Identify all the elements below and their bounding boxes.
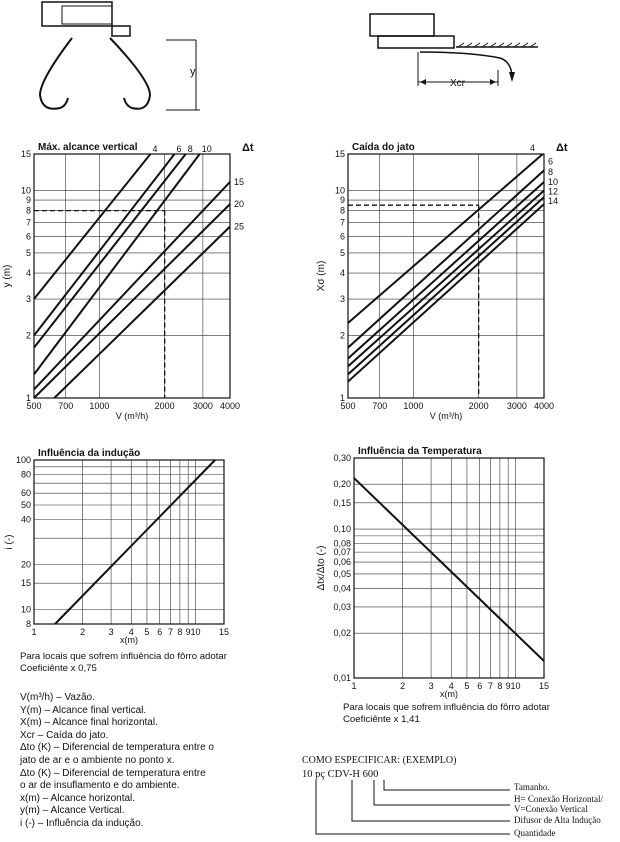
series-label: 6 (176, 144, 182, 154)
y-tick-label: 7 (339, 217, 345, 228)
top-diagrams (0, 0, 620, 130)
x-tick-label: 7 (168, 627, 174, 637)
y-tick-label: 60 (20, 488, 31, 499)
x-tick-label: 500 (340, 401, 356, 411)
legend-item: x(m) ‒ Alcance horizontal. (20, 792, 136, 804)
y-tick-label: 8 (339, 205, 345, 216)
y-tick-label: 3 (339, 294, 345, 305)
y-axis-label: i (-) (4, 534, 15, 550)
legend-item: Y(m) ‒ Alcance final vertical. (20, 704, 147, 716)
temperature-note (343, 702, 550, 726)
y-tick-label: 40 (20, 514, 31, 525)
x-tick-label: 6 (157, 627, 163, 637)
y-tick-label: 8 (25, 619, 31, 629)
y-tick-label: 5 (339, 247, 345, 258)
series-label: 12 (548, 186, 559, 197)
series-label: 14 (548, 196, 559, 207)
curve-line (34, 154, 186, 348)
legend-item: i (-) ‒ Influência da indução. (20, 817, 144, 829)
x-axis-label: V (m³/h) (115, 411, 149, 421)
y-tick-label: 15 (20, 149, 31, 159)
curve-line (55, 460, 215, 624)
legend-item: X(m) ‒ Alcance final horizontal. (20, 717, 158, 729)
chart-title: Máx. alcance vertical (38, 142, 138, 153)
y-tick-label: 80 (20, 469, 31, 480)
chart-title: Influência da Temperatura (358, 446, 482, 457)
x-tick-label: 1 (351, 681, 357, 691)
y-tick-label: 0,04 (333, 583, 351, 594)
series-label: 6 (548, 156, 554, 167)
induction-note (20, 651, 227, 675)
x-tick-label: 3 (428, 681, 434, 691)
x-tick-label: 700 (372, 401, 388, 411)
x-tick-label: 3 (108, 627, 114, 637)
y-dimension-label: y (190, 66, 196, 78)
y-tick-label: 0,06 (333, 557, 351, 568)
curve-line (348, 154, 543, 323)
legend-item: Δto (K) ‒ Diferencial de temperatura entre o (20, 742, 214, 754)
x-tick-label: 700 (58, 401, 74, 411)
y-axis-label: Δtx/Δto (-) (316, 545, 327, 591)
y-axis-label: y (m) (2, 264, 13, 288)
y-tick-label: 0,07 (333, 547, 351, 558)
series-label: 8 (187, 144, 193, 154)
chart-induction-influence (0, 438, 310, 648)
x-tick-label: 5 (464, 681, 470, 691)
legend-item: V(m³/h) ‒ Vazão. (20, 692, 95, 703)
x-tick-label: 2000 (468, 401, 489, 411)
y-tick-label: 20 (20, 559, 31, 570)
x-tick-label: 4 (448, 681, 454, 691)
x-tick-label: 5 (144, 627, 150, 637)
x-tick-label: 15 (218, 627, 230, 637)
x-tick-label: 8 (497, 681, 503, 691)
y-tick-label: 6 (25, 231, 31, 242)
legend-item: o ar de insuflamento e do ambiente. (20, 780, 180, 792)
temperature-note-line-1: Para locais que sofrem influência do fôrro adotar (343, 702, 550, 713)
chart-title: Caída do jato (352, 142, 415, 153)
y-tick-label: 6 (339, 231, 345, 242)
y-tick-label: 15 (334, 149, 345, 159)
x-tick-label: 2 (80, 627, 86, 637)
y-tick-label: 0,01 (333, 673, 351, 683)
y-axis-label: Xσ (m) (316, 260, 327, 292)
temperature-note-line-2: Coeficiênte x 1,41 (343, 714, 420, 725)
y-tick-label: 7 (25, 217, 31, 228)
spec-item-quantity: Quantidade (514, 828, 556, 838)
y-tick-label: 4 (339, 268, 345, 279)
y-tick-label: 5 (25, 247, 31, 258)
x-tick-label: 500 (26, 401, 42, 411)
y-tick-label: 0,03 (333, 601, 351, 612)
x-tick-label: 10 (510, 681, 521, 691)
x-tick-label: 10 (190, 627, 201, 637)
curve-line (34, 154, 150, 299)
x-tick-label: 1000 (89, 401, 110, 411)
y-tick-label: 3 (25, 294, 31, 305)
y-tick-label: 0,20 (333, 479, 351, 490)
y-tick-label: 50 (20, 500, 31, 511)
x-tick-label: 9 (505, 681, 511, 691)
y-tick-label: 0,30 (333, 453, 351, 463)
legend-item: y(m) ‒ Alcance Vertical. (20, 805, 125, 817)
chart-max-vertical-reach (0, 132, 310, 422)
spec-item-diffuser: Difusor de Alta Indução (514, 815, 601, 825)
series-label: 4 (530, 143, 536, 153)
x-tick-label: 1000 (403, 401, 424, 411)
x-tick-label: 2000 (154, 401, 175, 411)
y-tick-label: 4 (25, 268, 31, 279)
induction-note-line-1: Para locais que sofrem influência do fôrro adotar (20, 651, 227, 662)
y-tick-label: 0,02 (333, 628, 351, 639)
spec-item-horizontal: H= Conexão Horizontal/ (514, 794, 604, 804)
x-axis-label: x(m) (120, 635, 138, 645)
curve-line (34, 154, 200, 374)
y-tick-label: 8 (25, 205, 31, 216)
x-tick-label: 1 (31, 627, 37, 637)
series-label: 25 (234, 221, 245, 232)
y-tick-label: 1 (25, 393, 31, 403)
x-axis-label: V (m³/h) (429, 411, 463, 421)
spec-item-vertical: V=Conexão Vertical (514, 804, 588, 814)
y-tick-label: 0,15 (333, 497, 351, 508)
x-tick-label: 3000 (192, 401, 213, 411)
y-tick-label: 100 (15, 455, 31, 465)
horizontal-diffuser-diagram (370, 14, 538, 89)
series-label: 10 (201, 144, 212, 154)
y-tick-label: 0,05 (333, 568, 351, 579)
x-tick-label: 4 (128, 627, 134, 637)
series-label: 15 (234, 176, 245, 187)
y-tick-label: 9 (25, 195, 31, 206)
series-label: 20 (234, 199, 245, 210)
x-tick-label: 2 (400, 681, 406, 691)
x-tick-label: 7 (488, 681, 494, 691)
y-tick-label: 9 (339, 195, 345, 206)
x-tick-label: 4000 (533, 401, 555, 411)
y-tick-label: 0,08 (333, 538, 351, 549)
y-tick-label: 0,10 (333, 524, 351, 535)
y-tick-label: 10 (20, 185, 31, 196)
spec-item-size: Tamanho. (514, 782, 550, 792)
x-tick-label: 15 (538, 681, 550, 691)
y-tick-label: 2 (339, 330, 345, 341)
curve-line (348, 182, 544, 359)
y-tick-label: 10 (334, 185, 345, 196)
x-tick-label: 3000 (506, 401, 527, 411)
curve-line (34, 154, 175, 336)
curve-line (348, 197, 544, 374)
series-label: 8 (548, 166, 554, 177)
delta-symbol: Δt (242, 142, 254, 154)
legend-item: Xcr ‒ Caída do jato. (20, 729, 109, 741)
x-tick-label: 4000 (219, 401, 241, 411)
symbol-legend (20, 692, 320, 831)
x-tick-label: 6 (477, 681, 483, 691)
curve-line (348, 170, 544, 347)
y-tick-label: 10 (20, 604, 31, 615)
series-label: 10 (548, 176, 559, 187)
induction-note-line-2: Coeficiênte x 0,75 (20, 663, 97, 674)
y-tick-label: 2 (25, 330, 31, 341)
xcr-dimension-label: Xcr (450, 78, 465, 89)
y-tick-label: 15 (20, 578, 31, 589)
chart-temperature-influence (310, 438, 620, 700)
legend-item: jato de ar e o ambiente no ponto x. (20, 754, 175, 766)
chart-title: Influência da indução (38, 448, 141, 459)
curve-line (34, 204, 230, 398)
curve-line (34, 182, 230, 389)
curve-line (348, 191, 544, 367)
spec-title: COMO ESPECIFICAR: (EXEMPLO) (302, 755, 457, 766)
curve-line (348, 204, 544, 381)
chart-jet-drop (310, 132, 620, 422)
series-label: 4 (152, 144, 158, 154)
x-tick-label: 9 (185, 627, 191, 637)
vertical-diffuser-diagram (40, 2, 200, 110)
y-tick-label: 1 (339, 393, 345, 403)
legend-item: Δto (K) ‒ Diferencial de temperatura entre (20, 767, 206, 779)
delta-symbol: Δt (556, 142, 568, 154)
spec-example: 10 pç CDV-H 600 (302, 769, 379, 780)
x-axis-label: x(m) (440, 689, 458, 699)
x-tick-label: 8 (177, 627, 183, 637)
